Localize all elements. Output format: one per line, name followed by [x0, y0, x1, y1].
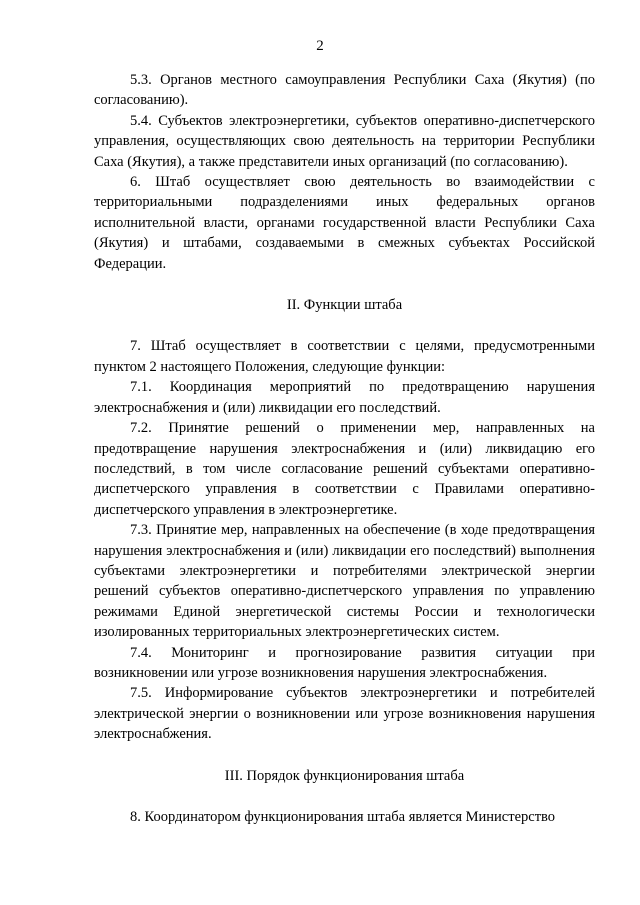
paragraph-5-3: 5.3. Органов местного самоуправления Республики Саха (Якутия) (по согласованию). [94, 72, 595, 109]
paragraph-5-4: 5.4. Субъектов электроэнергетики, субъектов оперативно-диспетчерского управления, осуществляющих свою деятельность на территории Республики Саха (Якутия), а также представители иных организаций (по согласованию). [94, 112, 595, 170]
paragraph-6: 6. Штаб осуществляет свою деятельность во взаимодействии с территориальными подразделениями иных федеральных органов исполнительной власти, органами государственной власти Республики Саха (Якутия) и штабами, создаваемыми в смежных субъектах Российской Федерации. [94, 174, 595, 272]
paragraph-7-1: 7.1. Координация мероприятий по предотвращению нарушения электроснабжения и (или) ликвидации его последствий. [94, 379, 595, 416]
paragraph-7-5: 7.5. Информирование субъектов электроэнергетики и потребителей электрической энергии о возникновении или угрозе возникновения нарушения электроснабжения. [94, 685, 595, 743]
paragraph-7-2: 7.2. Принятие решений о применении мер, направленных на предотвращение нарушения электроснабжения и (или) ликвидацию его последствий, в том числе согласование решений субъектами оперативно-диспетчерского управления в соответствии с Правилами оперативно-диспетчерского управления в электроэнергетике. [94, 420, 595, 518]
section-heading-functions: II. Функции штаба [286, 297, 403, 314]
paragraph-7-3: 7.3. Принятие мер, направленных на обеспечение (в ходе предотвращения нарушения электроснабжения и (или) ликвидации его последствий) выполнения субъектами электроэнергетики и потребителями электрической энергии решений субъектов оперативно-диспетчерского управления по управлению режимами Единой энергетической системы России и технологически изолированных территориальных электроэнергетических систем. [94, 522, 595, 641]
section-heading-procedure: III. Порядок функционирования штаба [224, 767, 465, 784]
paragraph-7-4: 7.4. Мониторинг и прогнозирование развития ситуации при возникновении или угрозе возникновения нарушения электроснабжения. [94, 644, 595, 681]
paragraph-8: 8. Координатором функционирования штаба является Министерство [130, 809, 556, 825]
paragraph-7: 7. Штаб осуществляет в соответствии с целями, предусмотренными пунктом 2 настоящего Положения, следующие функции: [94, 338, 595, 375]
document-body [94, 70, 595, 827]
page-number: 2 [316, 38, 324, 54]
